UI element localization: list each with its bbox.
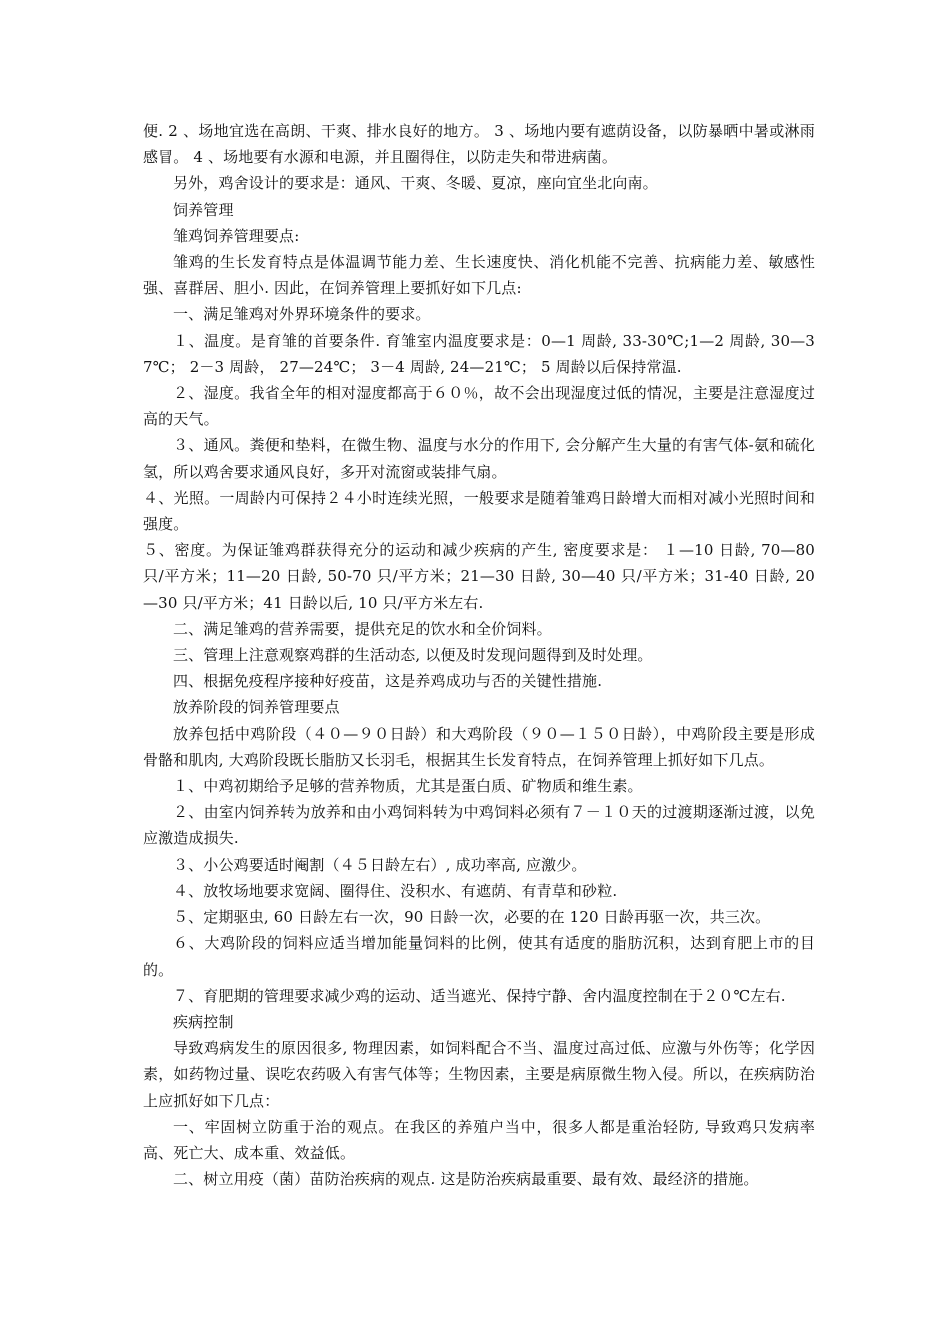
- subheading-chick-management: 雏鸡饲养管理要点:: [173, 226, 300, 245]
- paragraph-free-range-stages: 放养包括中鸡阶段（４０—９０日龄）和大鸡阶段（９０—１５０日龄），中鸡阶段主要是形成骨骼和肌肉, 大鸡阶段既长脂肪又长羽毛，根据其生长发育特点，在饲养管理上抓好如下几点。: [143, 724, 815, 769]
- list-item-energy-feed: ６、大鸡阶段的饲料应适当增加能量饲料的比例，使其有适度的脂肪沉积，达到育肥上市的目的。: [143, 934, 815, 979]
- list-item-nutrition: 二、满足雏鸡的营养需要，提供充足的饮水和全价饲料。: [173, 619, 552, 638]
- list-item-fattening: ７、育肥期的管理要求减少鸡的运动、适当遮光、保持宁静、舍内温度控制在于２０℃左右.: [173, 986, 786, 1005]
- list-item-temperature: １、温度。是育雏的首要条件. 育雏室内温度要求是：0—1 周龄, 33-30℃;1—2 周龄, 30—37℃； 2－3 周龄， 27—24℃； 3－4 周龄, 24—21℃； 5 周龄以后保持常温.: [143, 331, 815, 376]
- list-item-transition: ２、由室内饲养转为放养和由小鸡饲料转为中鸡饲料必须有７－１０天的过渡期逐渐过渡，以免应激造成损失.: [143, 803, 815, 848]
- paragraph-coop-design: 另外，鸡舍设计的要求是：通风、干爽、冬暖、夏凉，座向宜坐北向南。: [173, 174, 658, 193]
- list-item-range-site: ４、放牧场地要求宽阔、圈得住、没积水、有遮荫、有青草和砂粒.: [173, 881, 618, 900]
- subheading-free-range-management: 放养阶段的饲养管理要点: [173, 698, 340, 717]
- paragraph-site-requirements: 便. 2 、场地宜选在高朗、干爽、排水良好的地方。 3 、场地内要有遮荫设备，以防暴晒中暑或淋雨感冒。 4 、场地要有水源和电源，并且圈得住，以防走失和带进病菌。: [143, 122, 815, 167]
- document-body: [143, 118, 815, 1192]
- heading-disease-control: 疾病控制: [173, 1012, 234, 1031]
- list-item-early-nutrition: １、中鸡初期给予足够的营养物质，尤其是蛋白质、矿物质和维生素。: [173, 777, 643, 796]
- list-item-environment: 一、满足雏鸡对外界环境条件的要求。: [173, 305, 431, 324]
- list-item-vaccine-use: 二、树立用疫（菌）苗防治疾病的观点. 这是防治疾病最重要、最有效、最经济的措施。: [173, 1170, 759, 1189]
- list-item-prevention-first: 一、牢固树立防重于治的观点。在我区的养殖户当中，很多人都是重治轻防, 导致鸡只发病率高、死亡大、成本重、效益低。: [143, 1117, 815, 1162]
- heading-feeding-management: 饲养管理: [173, 200, 234, 219]
- list-item-density: ５、密度。为保证雏鸡群获得充分的运动和减少疾病的产生, 密度要求是： １—10 日龄, 70—80 只/平方米；11—20 日龄, 50-70 只/平方米；21—30 日龄, 30—40 只/平方米；31-40 日龄, 20—30 只/平方米；41 日龄以后, 10 只/平方米左右.: [143, 541, 815, 612]
- list-item-castration: ３、小公鸡要适时阉割（４５日龄左右）, 成功率高, 应激少。: [173, 855, 587, 874]
- list-item-deworming: ５、定期驱虫, 60 日龄左右一次，90 日龄一次，必要的在 120 日龄再驱一次，共三次。: [173, 908, 771, 927]
- list-item-ventilation: ３、通风。粪便和垫料，在微生物、温度与水分的作用下, 会分解产生大量的有害气体-氨和硫化氢，所以鸡舍要求通风良好，多开对流窗或装排气扇。: [143, 436, 815, 481]
- list-item-humidity: ２、湿度。我省全年的相对湿度都高于６０％，故不会出现湿度过低的情况，主要是注意湿度过高的天气。: [143, 384, 815, 429]
- paragraph-disease-causes: 导致鸡病发生的原因很多, 物理因素，如饲料配合不当、温度过高过低、应激与外伤等；化学因素，如药物过量、误吃农药吸入有害气体等；生物因素，主要是病原微生物入侵。所以，在疾病防治上应抓好如下几点：: [143, 1039, 815, 1110]
- list-item-vaccination: 四、根据免疫程序接种好疫苗，这是养鸡成功与否的关键性措施.: [173, 672, 603, 691]
- list-item-lighting: ４、光照。一周龄内可保持２４小时连续光照，一般要求是随着雏鸡日龄增大而相对减小光照时间和强度。: [143, 488, 815, 534]
- paragraph-chick-traits: 雏鸡的生长发育特点是体温调节能力差、生长速度快、消化机能不完善、抗病能力差、敏感性强、喜群居、胆小. 因此，在饲养管理上要抓好如下几点:: [143, 253, 815, 298]
- list-item-observation: 三、管理上注意观察鸡群的生活动态, 以便及时发现问题得到及时处理。: [173, 646, 653, 665]
